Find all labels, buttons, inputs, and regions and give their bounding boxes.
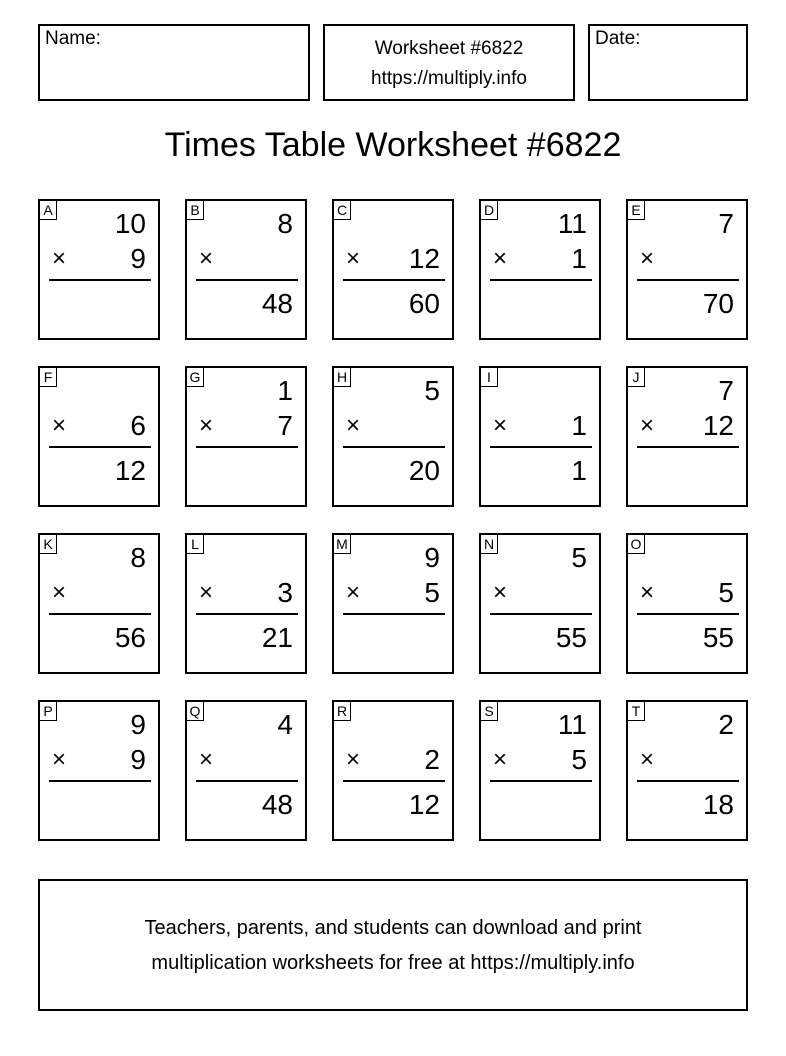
answer-rule [637,446,739,448]
problem-card[interactable] [332,199,454,340]
answer-rule [49,613,151,615]
date-label: Date: [595,28,641,49]
times-sign: × [640,412,655,439]
answer-rule [490,446,592,448]
problem-letter: Q [187,702,204,721]
problem-bottom-number: 12 [702,410,734,441]
problem-card[interactable] [479,199,601,340]
problem-letter: F [40,368,57,387]
answer-rule [490,780,592,782]
problem-bottom-number: 5 [571,744,587,775]
problem-letter: O [628,535,645,554]
problem-card[interactable] [479,533,601,674]
problem-answer: 55 [702,622,734,653]
problem-card[interactable] [38,533,160,674]
times-sign: × [493,245,508,272]
problem-answer: 12 [408,789,440,820]
problem-bottom-number: 5 [424,577,440,608]
problem-top-number: 11 [557,208,587,239]
problem-answer: 56 [114,622,146,653]
problem-bottom-number: 9 [130,744,146,775]
times-sign: × [199,412,214,439]
problem-top-number: 1 [277,375,293,406]
date-field-box[interactable] [588,24,748,101]
answer-rule [490,613,592,615]
problem-top-number: 9 [130,709,146,740]
problem-top-number: 10 [114,208,146,239]
answer-rule [49,446,151,448]
problem-letter: G [187,368,204,387]
problem-top-number: 7 [718,208,734,239]
times-sign: × [346,746,361,773]
problem-card[interactable] [185,700,307,841]
problem-letter: A [40,201,57,220]
problem-answer: 21 [261,622,293,653]
problem-answer: 55 [555,622,587,653]
times-sign: × [346,245,361,272]
worksheet-id-box [323,24,575,101]
times-sign: × [52,412,67,439]
answer-rule [196,279,298,281]
problem-letter: J [628,368,645,387]
problem-bottom-number: 9 [130,243,146,274]
problem-answer: 20 [408,455,440,486]
problem-top-number: 11 [557,709,587,740]
problem-card[interactable] [185,366,307,507]
problem-letter: L [187,535,204,554]
times-sign: × [199,746,214,773]
problem-card[interactable] [185,533,307,674]
problem-answer: 18 [702,789,734,820]
problem-bottom-number: 6 [130,410,146,441]
name-label: Name: [45,28,101,49]
times-sign: × [52,245,67,272]
problem-card[interactable] [38,700,160,841]
times-sign: × [493,579,508,606]
times-sign: × [640,245,655,272]
times-sign: × [199,579,214,606]
times-sign: × [346,412,361,439]
times-sign: × [199,245,214,272]
problem-bottom-number: 2 [424,744,440,775]
problem-card[interactable] [38,366,160,507]
answer-rule [490,279,592,281]
problem-card[interactable] [332,700,454,841]
problem-bottom-number: 1 [571,243,587,274]
problem-card[interactable] [332,533,454,674]
problem-card[interactable] [626,700,748,841]
problem-top-number: 5 [571,542,587,573]
problem-top-number: 2 [718,709,734,740]
problem-top-number: 8 [130,542,146,573]
problem-letter: C [334,201,351,220]
problem-answer: 12 [114,455,146,486]
problem-letter: D [481,201,498,220]
problem-top-number: 9 [424,542,440,573]
problem-card[interactable] [185,199,307,340]
problem-bottom-number: 7 [277,410,293,441]
answer-rule [343,780,445,782]
problem-letter: K [40,535,57,554]
answer-rule [637,613,739,615]
times-sign: × [640,579,655,606]
problem-bottom-number: 3 [277,577,293,608]
problem-answer: 60 [408,288,440,319]
problem-answer: 1 [571,455,587,486]
problem-answer: 48 [261,789,293,820]
problem-letter: S [481,702,498,721]
problem-letter: H [334,368,351,387]
problem-answer: 48 [261,288,293,319]
problem-card[interactable] [626,366,748,507]
problem-letter: B [187,201,204,220]
problem-card[interactable] [38,199,160,340]
problem-bottom-number: 5 [718,577,734,608]
problem-top-number: 7 [718,375,734,406]
answer-rule [637,780,739,782]
problem-letter: I [481,368,498,387]
problem-card[interactable] [479,700,601,841]
problem-top-number: 5 [424,375,440,406]
problem-letter: E [628,201,645,220]
problem-letter: R [334,702,351,721]
problem-bottom-number: 12 [408,243,440,274]
problem-card[interactable] [479,366,601,507]
problem-card[interactable] [626,533,748,674]
answer-rule [343,279,445,281]
problem-letter: P [40,702,57,721]
problem-letter: N [481,535,498,554]
problem-bottom-number: 1 [571,410,587,441]
answer-rule [343,613,445,615]
footer-note [38,879,748,1011]
times-sign: × [52,579,67,606]
worksheet-site: https://multiply.info [371,68,527,89]
answer-rule [49,780,151,782]
answer-rule [343,446,445,448]
times-sign: × [52,746,67,773]
problem-letter: T [628,702,645,721]
problem-card[interactable] [332,366,454,507]
problem-answer: 70 [702,288,734,319]
name-field-box[interactable] [38,24,310,101]
answer-rule [196,446,298,448]
answer-rule [196,613,298,615]
answer-rule [49,279,151,281]
worksheet-number: Worksheet #6822 [374,38,524,59]
problem-top-number: 8 [277,208,293,239]
times-sign: × [346,579,361,606]
problem-letter: M [334,535,351,554]
footer-line-2: multiplication worksheets for free at https://multiply.info [151,952,635,974]
answer-rule [196,780,298,782]
times-sign: × [493,412,508,439]
answer-rule [637,279,739,281]
times-sign: × [640,746,655,773]
problem-top-number: 4 [277,709,293,740]
times-sign: × [493,746,508,773]
problem-card[interactable] [626,199,748,340]
footer-line-1: Teachers, parents, and students can download and print [144,917,642,939]
page-title: Times Table Worksheet #6822 [164,126,622,164]
